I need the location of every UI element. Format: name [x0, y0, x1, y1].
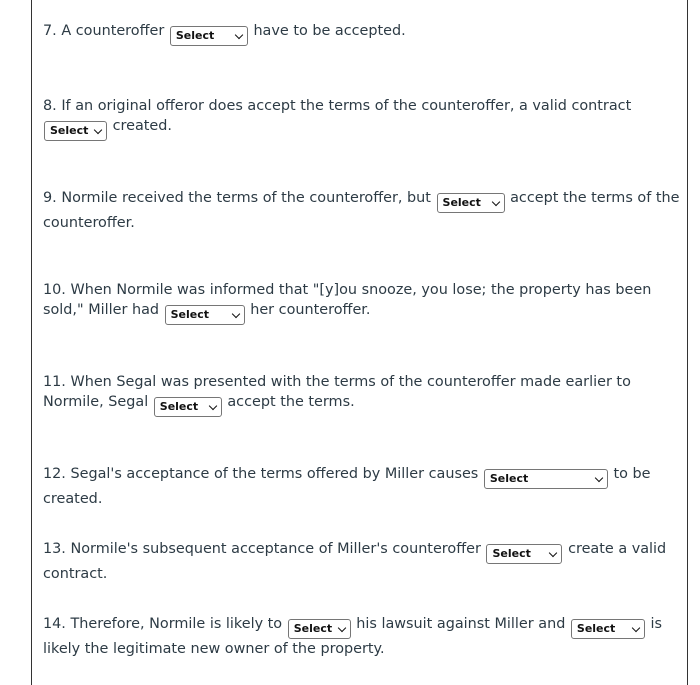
question-text-after: her counteroffer. — [250, 302, 371, 318]
chevron-down-icon — [632, 624, 640, 632]
answer-select-q7[interactable] — [170, 26, 248, 46]
question-7 — [43, 21, 683, 46]
question-10 — [43, 280, 683, 325]
chevron-down-icon — [94, 126, 102, 134]
question-text-before: A counteroffer — [61, 23, 165, 39]
question-14 — [43, 614, 683, 659]
question-text-before: Therefore, Normile is likely to — [70, 616, 283, 632]
answer-select-q14-b[interactable] — [571, 619, 645, 639]
question-11 — [43, 372, 683, 417]
select-value: Select — [50, 124, 89, 137]
question-13 — [43, 539, 683, 584]
chevron-down-icon — [235, 31, 243, 39]
select-value: Select — [293, 622, 333, 635]
question-panel — [31, 0, 688, 685]
select-value: Select — [170, 308, 210, 321]
question-text-after: to be created. — [43, 466, 651, 507]
question-number: 13. — [43, 541, 66, 557]
select-value: Select — [442, 196, 481, 209]
question-12 — [43, 464, 683, 509]
question-number: 10. — [43, 282, 66, 298]
chevron-down-icon — [209, 402, 217, 410]
answer-select-q9[interactable] — [437, 193, 505, 213]
chevron-down-icon — [491, 198, 499, 206]
chevron-down-icon — [549, 549, 557, 557]
question-text-after: create a valid contract. — [43, 541, 667, 582]
answer-select-q10[interactable] — [165, 305, 245, 325]
answer-select-q13[interactable] — [486, 544, 562, 564]
select-value: Select — [576, 622, 616, 635]
question-text-before: Segal's acceptance of the terms offered by Miller causes — [70, 466, 479, 482]
question-text-before: When Normile was informed that "[y]ou snooze, you lose; the property has been sold," Miller had — [43, 282, 652, 318]
answer-select-q8[interactable] — [44, 121, 107, 141]
question-text-before: Normile received the terms of the counteroffer, but — [61, 190, 431, 206]
question-text-middle: his lawsuit against Miller and — [356, 616, 566, 632]
question-text-before: Normile's subsequent acceptance of Miller's counteroffer — [70, 541, 481, 557]
question-number: 9. — [43, 190, 57, 206]
select-value: Select — [159, 400, 199, 413]
chevron-down-icon — [231, 310, 239, 318]
answer-select-q14-a[interactable] — [288, 619, 351, 639]
select-value: Select — [489, 472, 529, 485]
answer-select-q11[interactable] — [154, 397, 222, 417]
select-value: Select — [492, 547, 531, 560]
chevron-down-icon — [337, 624, 345, 632]
question-8 — [43, 96, 683, 141]
question-number: 11. — [43, 374, 66, 390]
question-text-after: accept the terms. — [227, 394, 355, 410]
question-text-after: accept the terms of the counteroffer. — [43, 190, 680, 231]
question-9 — [43, 188, 683, 233]
question-text-after: have to be accepted. — [253, 23, 406, 39]
question-number: 7. — [43, 23, 57, 39]
answer-select-q12[interactable] — [484, 469, 608, 489]
chevron-down-icon — [595, 474, 603, 482]
question-text-after: created. — [112, 118, 172, 134]
question-text-before: When Segal was presented with the terms of the counteroffer made earlier to Normile, Segal — [43, 374, 631, 410]
question-text-before: If an original offeror does accept the terms of the counteroffer, a valid contract — [61, 98, 632, 114]
select-value: Select — [175, 29, 215, 42]
question-number: 12. — [43, 466, 66, 482]
question-text-after: is likely the legitimate new owner of the property. — [43, 616, 662, 657]
question-number: 14. — [43, 616, 66, 632]
question-number: 8. — [43, 98, 57, 114]
